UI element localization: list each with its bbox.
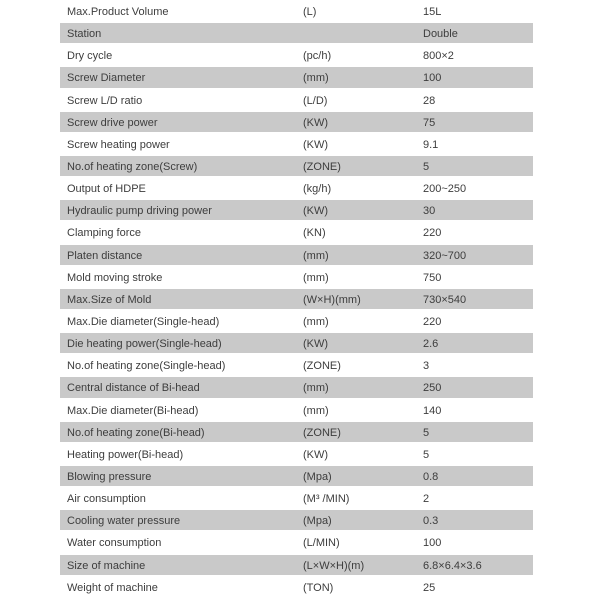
param-unit: (TON) <box>303 581 334 594</box>
param-value: 5 <box>423 161 430 174</box>
param-unit: (M³ /MIN) <box>303 493 350 506</box>
table-row <box>60 156 533 178</box>
param-value: 100 <box>423 537 442 550</box>
table-row <box>60 577 533 599</box>
param-name: Size of machine <box>67 559 146 572</box>
param-unit: (ZONE) <box>303 360 341 373</box>
param-name: Output of HDPE <box>67 183 146 196</box>
table-row <box>60 112 533 134</box>
table-row <box>60 400 533 422</box>
param-name: Screw drive power <box>67 116 158 129</box>
param-value: 750 <box>423 271 442 284</box>
param-value: 30 <box>423 205 436 218</box>
param-name: Screw L/D ratio <box>67 94 143 107</box>
table-row <box>60 200 533 222</box>
param-name: Heating power(Bi-head) <box>67 448 184 461</box>
param-name: Station <box>67 28 102 41</box>
param-value: 28 <box>423 94 436 107</box>
param-unit: (ZONE) <box>303 426 341 439</box>
param-name: Platen distance <box>67 249 143 262</box>
table-row <box>60 23 533 45</box>
param-unit: (Mpa) <box>303 471 332 484</box>
table-row <box>60 45 533 67</box>
param-name: Weight of machine <box>67 581 158 594</box>
param-value: 220 <box>423 316 442 329</box>
param-name: Air consumption <box>67 493 146 506</box>
param-unit: (mm) <box>303 72 329 85</box>
param-name: Die heating power(Single-head) <box>67 338 222 351</box>
param-value: 2 <box>423 493 430 506</box>
param-name: No.of heating zone(Bi-head) <box>67 426 205 439</box>
param-value: 25 <box>423 581 436 594</box>
param-value: 250 <box>423 382 442 395</box>
param-value: 100 <box>423 72 442 85</box>
table-row <box>60 90 533 112</box>
param-value: 5 <box>423 448 430 461</box>
param-unit: (L/D) <box>303 94 328 107</box>
param-name: No.of heating zone(Screw) <box>67 161 198 174</box>
table-row <box>60 444 533 466</box>
param-unit: (KW) <box>303 138 329 151</box>
param-unit: (KN) <box>303 227 326 240</box>
param-unit: (Mpa) <box>303 515 332 528</box>
param-unit: (pc/h) <box>303 50 332 63</box>
param-name: Screw heating power <box>67 138 170 151</box>
param-unit: (mm) <box>303 404 329 417</box>
param-value: 3 <box>423 360 430 373</box>
param-name: Blowing pressure <box>67 471 152 484</box>
param-value: 220 <box>423 227 442 240</box>
param-value: 730×540 <box>423 293 467 306</box>
param-value: 200~250 <box>423 183 467 196</box>
param-value: 15L <box>423 6 442 19</box>
param-value: 0.8 <box>423 471 439 484</box>
param-unit: (mm) <box>303 316 329 329</box>
param-name: Mold moving stroke <box>67 271 163 284</box>
param-value: 6.8×6.4×3.6 <box>423 559 482 572</box>
param-value: 320~700 <box>423 249 467 262</box>
table-row <box>60 178 533 200</box>
param-name: Water consumption <box>67 537 162 550</box>
param-unit: (mm) <box>303 249 329 262</box>
param-name: Cooling water pressure <box>67 515 181 528</box>
table-row <box>60 422 533 444</box>
table-row <box>60 555 533 577</box>
param-name: Max.Die diameter(Single-head) <box>67 316 220 329</box>
table-row <box>60 355 533 377</box>
table-row <box>60 377 533 399</box>
table-row <box>60 245 533 267</box>
param-unit: (KW) <box>303 116 329 129</box>
param-name: Screw Diameter <box>67 72 146 85</box>
param-value: 2.6 <box>423 338 439 351</box>
param-name: Max.Product Volume <box>67 6 169 19</box>
param-unit: (kg/h) <box>303 183 332 196</box>
param-value: 75 <box>423 116 436 129</box>
param-unit: (W×H)(mm) <box>303 293 361 306</box>
table-row <box>60 532 533 554</box>
table-row <box>60 67 533 89</box>
param-unit: (KW) <box>303 448 329 461</box>
table-row <box>60 488 533 510</box>
param-unit: (mm) <box>303 271 329 284</box>
param-value: 9.1 <box>423 138 439 151</box>
table-row <box>60 466 533 488</box>
param-value: 800×2 <box>423 50 454 63</box>
param-value: 0.3 <box>423 515 439 528</box>
table-row <box>60 311 533 333</box>
table-row <box>60 267 533 289</box>
param-unit: (L/MIN) <box>303 537 340 550</box>
param-name: Central distance of Bi-head <box>67 382 200 395</box>
table-row <box>60 510 533 532</box>
param-unit: (KW) <box>303 205 329 218</box>
table-row <box>60 333 533 355</box>
param-unit: (ZONE) <box>303 161 341 174</box>
param-name: No.of heating zone(Single-head) <box>67 360 226 373</box>
param-name: Max.Die diameter(Bi-head) <box>67 404 199 417</box>
param-value: 140 <box>423 404 442 417</box>
param-name: Hydraulic pump driving power <box>67 205 212 218</box>
table-row <box>60 1 533 23</box>
param-name: Clamping force <box>67 227 141 240</box>
param-unit: (mm) <box>303 382 329 395</box>
param-name: Dry cycle <box>67 50 113 63</box>
param-unit: (KW) <box>303 338 329 351</box>
param-name: Max.Size of Mold <box>67 293 152 306</box>
table-row <box>60 289 533 311</box>
table-row <box>60 134 533 156</box>
param-unit: (L) <box>303 6 317 19</box>
spec-table <box>60 1 533 599</box>
param-value: Double <box>423 28 458 41</box>
table-row <box>60 222 533 244</box>
param-value: 5 <box>423 426 430 439</box>
param-unit: (L×W×H)(m) <box>303 559 365 572</box>
